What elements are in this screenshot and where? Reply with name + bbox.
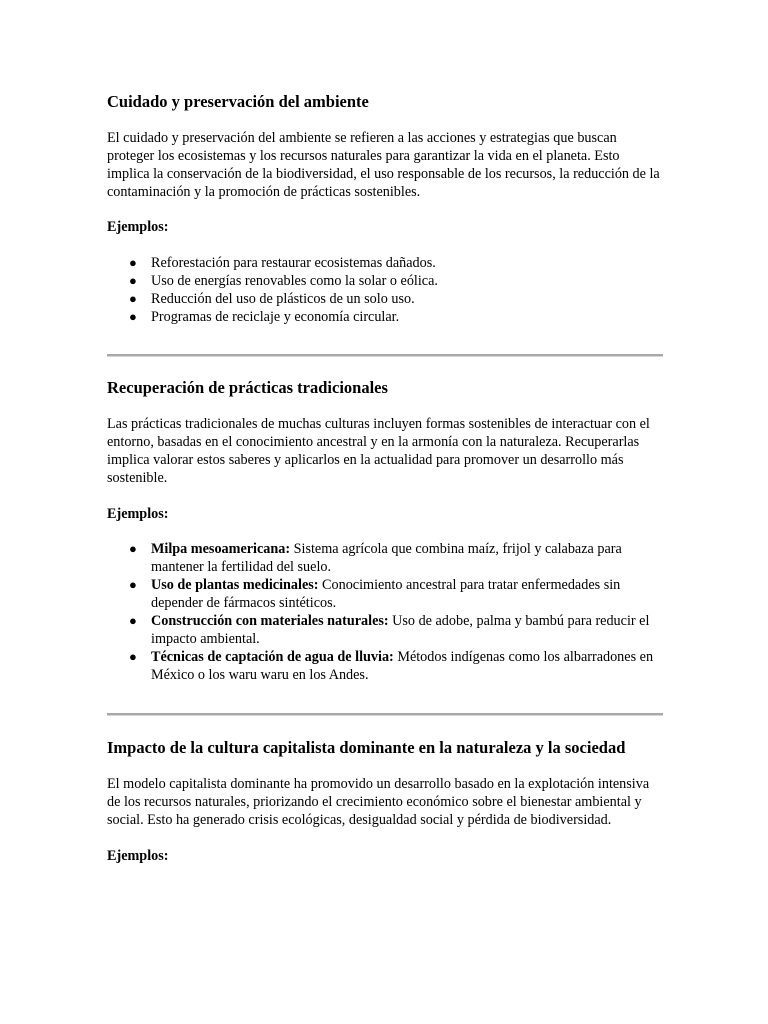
section-heading: Recuperación de prácticas tradicionales xyxy=(107,378,388,397)
examples-label: Ejemplos: xyxy=(107,506,169,522)
bullet-icon: ● xyxy=(129,649,137,664)
section-practicas-tradicionales xyxy=(107,378,663,684)
examples-list xyxy=(107,254,663,326)
bullet-icon: ● xyxy=(129,613,137,628)
list-item: ● Programas de reciclaje y economía circular. xyxy=(129,309,400,325)
section-heading: Impacto de la cultura capitalista dominante en la naturaleza y la sociedad xyxy=(107,738,626,757)
section-heading: Cuidado y preservación del ambiente xyxy=(107,92,369,111)
list-item: ● Reducción del uso de plásticos de un solo uso. xyxy=(129,291,415,307)
list-item: ● Milpa mesoamericana: Sistema agrícola que combina maíz, frijol y calabaza para mantener la fertilidad del suelo. xyxy=(129,541,622,575)
section-impacto-capitalista xyxy=(107,738,663,865)
bullet-icon: ● xyxy=(129,577,137,592)
bullet-icon: ● xyxy=(129,273,137,288)
section-paragraph: El cuidado y preservación del ambiente se refieren a las acciones y estrategias que buscan proteger los ecosistemas y los recursos naturales para garantizar la vida en el planeta. Esto implica la conservación de la biodiversidad, el uso responsable de los recursos, la reducción de la contaminación y la promoción de prácticas sostenibles. xyxy=(107,130,660,200)
bullet-icon: ● xyxy=(129,291,137,306)
list-item: ● Técnicas de captación de agua de lluvia: Métodos indígenas como los albarradones en México o los waru waru en los Andes. xyxy=(129,649,654,683)
examples-label: Ejemplos: xyxy=(107,848,169,864)
examples-label: Ejemplos: xyxy=(107,219,169,235)
section-cuidado-ambiente xyxy=(107,92,663,326)
section-divider xyxy=(107,713,663,716)
bullet-icon: ● xyxy=(129,309,137,324)
list-item: ● Uso de plantas medicinales: Conocimiento ancestral para tratar enfermedades sin depender de fármacos sintéticos. xyxy=(129,577,621,611)
section-paragraph: Las prácticas tradicionales de muchas culturas incluyen formas sostenibles de interactuar con el entorno, basadas en el conocimiento ancestral y en la armonía con la naturaleza. Recuperarlas implica valorar estos saberes y aplicarlos en la actualidad para promover un desarrollo más sostenible. xyxy=(107,416,650,486)
bullet-icon: ● xyxy=(129,255,137,270)
list-item: ● Reforestación para restaurar ecosistemas dañados. xyxy=(129,255,436,271)
examples-list xyxy=(107,540,663,684)
bullet-icon: ● xyxy=(129,541,137,556)
section-paragraph: El modelo capitalista dominante ha promovido un desarrollo basado en la explotación intensiva de los recursos naturales, priorizando el crecimiento económico sobre el bienestar ambiental y social. Esto ha generado crisis ecológicas, desigualdad social y pérdida de biodiversidad. xyxy=(107,776,650,828)
section-divider xyxy=(107,354,663,357)
list-item: ● Construcción con materiales naturales: Uso de adobe, palma y bambú para reducir el impacto ambiental. xyxy=(129,613,650,647)
document-page xyxy=(107,92,663,865)
list-item: ● Uso de energías renovables como la solar o eólica. xyxy=(129,273,438,289)
